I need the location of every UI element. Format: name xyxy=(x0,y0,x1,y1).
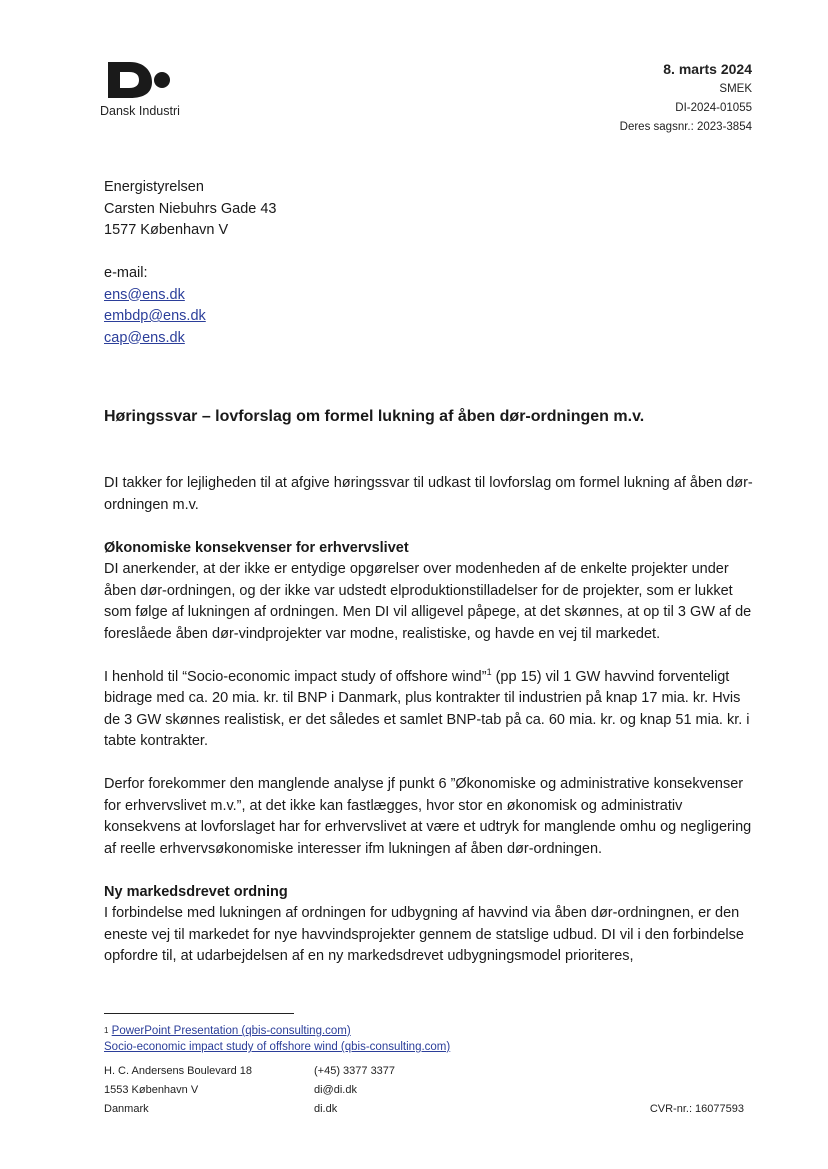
footer-web: di.dk xyxy=(314,1103,338,1115)
recipient-address xyxy=(104,177,277,242)
footer-contact xyxy=(314,1062,395,1119)
footer-country: Danmark xyxy=(104,1103,149,1115)
section-heading-economic: Økonomiske konsekvenser for erhvervslivet xyxy=(104,539,409,556)
economic-paragraph-2-text-a: I henhold til “Socio-economic impact study of offshore wind” xyxy=(104,668,487,685)
market-paragraph-1: I forbindelse med lukningen af ordningen for udbygning af havvind via åben dør-ordningnen, er den eneste vej til markedet for nye havvindsprojekter gennem de statslige udbud. DI vil i den forbindelse opfordre til, at udarbejdelsen af en ny markedsdrevet udbygningsmodel prioriteres, xyxy=(104,905,744,964)
letter-meta xyxy=(620,58,752,137)
footer-street: H. C. Andersens Boulevard 18 xyxy=(104,1065,252,1077)
footnote-divider xyxy=(104,1013,294,1014)
footnote-link-powerpoint[interactable]: PowerPoint Presentation (qbis-consulting.com) xyxy=(111,1025,351,1037)
economic-paragraph-1: DI anerkender, at der ikke er entydige opgørelser over modenheden af de enkelte projekter under åben dør-ordningen, og der ikke var udstedt elproduktionstilladelser for de projekter, som er lukket som følge af lukningen af ordningen. Men DI vil alligevel påpege, at det skønnes, at op til 3 GW af de foreslåede åben dør-vindprojekter var modne, realistiske, og havde en vej til markedet. xyxy=(104,561,752,642)
recipient-city: 1577 København V xyxy=(104,222,229,238)
footnote-ref[interactable]: 1 xyxy=(486,666,492,677)
email-link-cap[interactable]: cap@ens.dk xyxy=(104,329,185,346)
footnote-number: 1 xyxy=(104,1026,109,1035)
logo-name: Dansk Industri xyxy=(100,104,180,118)
economic-paragraph-2 xyxy=(104,667,754,753)
footer-address xyxy=(104,1062,252,1119)
di-logo xyxy=(96,58,206,128)
economic-paragraph-3: Derfor forekommer den manglende analyse jf punkt 6 ”Økonomiske og administrative konsekvenser for erhvervslivet m.v.”, at det ikke kan fastlægges, hvor stor en økonomisk og administrativ konsekvens at lovforslaget har for erhvervslivet at være et udtryk for manglende omhu og negligering af reelle erhvervsøkonomiske interesser ifm lukningen af åben dør-ordningen. xyxy=(104,776,752,857)
case-number: Deres sagsnr.: 2023-3854 xyxy=(619,121,752,133)
email-link-embdp[interactable]: embdp@ens.dk xyxy=(104,308,206,324)
recipient-name: Energistyrelsen xyxy=(104,179,204,195)
recipient-street: Carsten Niebuhrs Gade 43 xyxy=(104,200,277,217)
footer-phone: (+45) 3377 3377 xyxy=(314,1065,396,1077)
letter-date: 8. marts 2024 xyxy=(663,61,752,77)
email-block xyxy=(104,263,206,349)
intro-paragraph: DI takker for lejligheden til at afgive høringssvar til udkast til lovforslag om formel lukning af åben dør-ordningen m.v. xyxy=(104,475,753,513)
footer-cvr: CVR-nr.: 16077593 xyxy=(649,1103,744,1115)
footnote-link-study[interactable]: Socio-economic impact study of offshore wind (qbis-consulting.com) xyxy=(104,1041,451,1053)
footnote xyxy=(104,1023,450,1055)
footer-email: di@di.dk xyxy=(314,1084,357,1096)
letter-body xyxy=(104,473,754,989)
letter-reference: DI-2024-01055 xyxy=(675,102,752,114)
email-link-ens[interactable]: ens@ens.dk xyxy=(104,286,185,303)
di-logo-mark-icon xyxy=(96,58,176,102)
section-heading-market: Ny markedsdrevet ordning xyxy=(104,883,288,900)
letter-initials: SMEK xyxy=(719,83,752,95)
footer-city: 1553 København V xyxy=(104,1084,199,1096)
economic-paragraph-2-text-b: (pp 15) vil 1 GW havvind forventeligt bidrage med ca. 20 mia. kr. til BNP i Danmark, plus kontrakter til industrien på knap 17 mia. kr. Hvis de 3 GW skønnes realistisk, er det således et samlet BNP-tab på ca. 60 mia. kr. og knap 51 mia. kr. i tabte kontrakter. xyxy=(104,668,750,749)
email-label: e-mail: xyxy=(104,265,148,281)
letter-title: Høringssvar – lovforslag om formel lukning af åben dør-ordningen m.v. xyxy=(104,408,645,425)
